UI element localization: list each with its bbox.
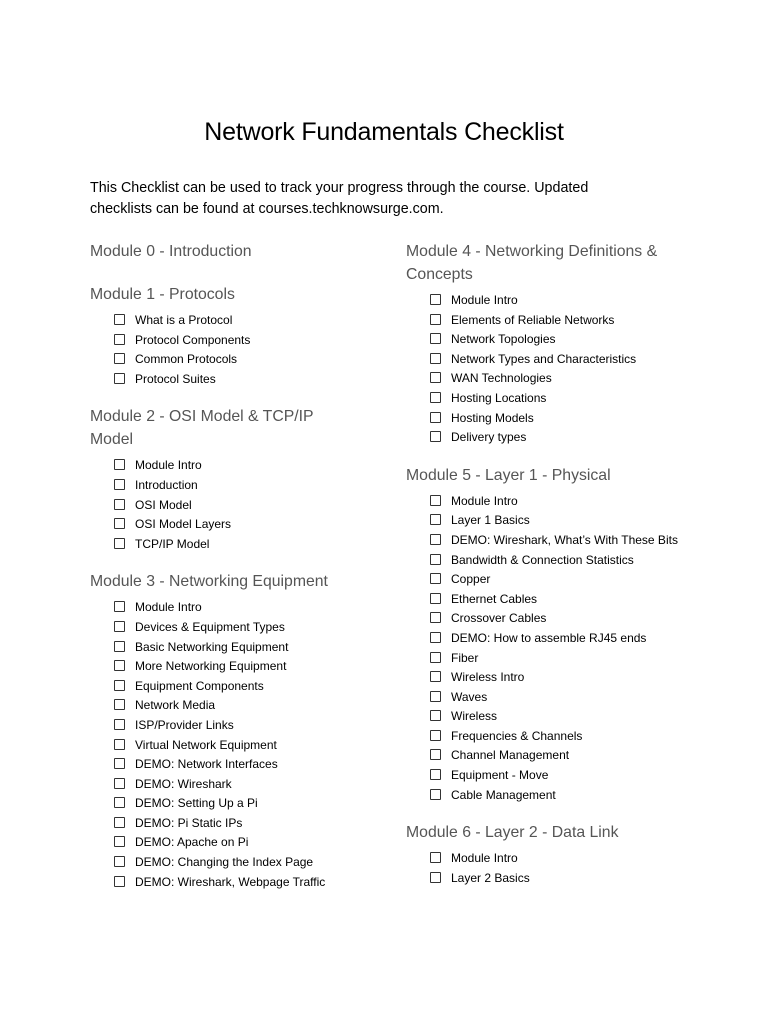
- checkbox-demo-how-to-assemble-rj45-ends[interactable]: [430, 632, 441, 643]
- checklist-item: [114, 756, 350, 776]
- checklist-item: [430, 669, 686, 689]
- checklist-item-label: Module Intro: [135, 600, 202, 615]
- module-section: [90, 405, 350, 555]
- checklist-item: [114, 312, 350, 332]
- checklist: [406, 493, 686, 807]
- right-column: [406, 240, 686, 904]
- checklist-item-label: Hosting Models: [451, 410, 534, 425]
- checklist-item: [114, 497, 350, 517]
- checkbox-equipment-move[interactable]: [430, 769, 441, 780]
- checkbox-protocol-suites[interactable]: [114, 373, 125, 384]
- checklist-item-label: Hosting Locations: [451, 390, 547, 405]
- checklist-item-label: Waves: [451, 689, 488, 704]
- checklist-item-label: Frequencies & Channels: [451, 728, 583, 743]
- checkbox-common-protocols[interactable]: [114, 353, 125, 364]
- checklist-item-label: Module Intro: [451, 493, 518, 508]
- module-section: [90, 570, 350, 893]
- checklist-item-label: WAN Technologies: [451, 371, 552, 386]
- checklist-item-label: TCP/IP Model: [135, 536, 210, 551]
- checklist-item-label: DEMO: Apache on Pi: [135, 835, 249, 850]
- checklist-item: [430, 390, 686, 410]
- checklist-item-label: ISP/Provider Links: [135, 717, 234, 732]
- checkbox-hosting-models[interactable]: [430, 412, 441, 423]
- module-section: [90, 240, 350, 263]
- checklist-item-label: Layer 2 Basics: [451, 870, 530, 885]
- checkbox-basic-networking-equipment[interactable]: [114, 641, 125, 652]
- checkbox-demo-changing-the-index-page[interactable]: [114, 856, 125, 867]
- checklist: [90, 599, 350, 893]
- checklist-item: [430, 370, 686, 390]
- checklist-item: [430, 630, 686, 650]
- checkbox-wan-technologies[interactable]: [430, 372, 441, 383]
- checklist-item-label: OSI Model Layers: [135, 517, 232, 532]
- checkbox-demo-pi-static-ips[interactable]: [114, 817, 125, 828]
- checklist-item-label: Devices & Equipment Types: [135, 619, 285, 634]
- checkbox-virtual-network-equipment[interactable]: [114, 739, 125, 750]
- checklist-item-label: DEMO: Network Interfaces: [135, 757, 278, 772]
- checklist-item-label: DEMO: Wireshark, Webpage Traffic: [135, 874, 326, 889]
- checklist-item-label: DEMO: How to assemble RJ45 ends: [451, 630, 647, 645]
- checklist-item-label: Equipment Components: [135, 678, 264, 693]
- checklist-item: [114, 795, 350, 815]
- checkbox-osi-model-layers[interactable]: [114, 518, 125, 529]
- checkbox-elements-of-reliable-networks[interactable]: [430, 314, 441, 325]
- checklist-item: [430, 708, 686, 728]
- checklist-item: [114, 737, 350, 757]
- checklist-item: [430, 429, 686, 449]
- checkbox-cable-management[interactable]: [430, 789, 441, 800]
- checklist-item-label: DEMO: Pi Static IPs: [135, 815, 243, 830]
- checklist-item: [114, 457, 350, 477]
- checkbox-demo-wireshark[interactable]: [114, 778, 125, 789]
- module-heading: Module 2 - OSI Model & TCP/IP Model: [90, 408, 314, 449]
- checklist-item: [114, 678, 350, 698]
- checklist-item: [430, 787, 686, 807]
- checklist-item: [114, 834, 350, 854]
- checklist-item-label: Elements of Reliable Networks: [451, 312, 615, 327]
- checkbox-layer-1-basics[interactable]: [430, 514, 441, 525]
- checklist-item: [114, 371, 350, 391]
- module-heading: Module 4 - Networking Definitions & Concepts: [406, 243, 658, 283]
- checklist-item: [430, 493, 686, 513]
- checklist-item-label: Network Topologies: [451, 332, 556, 347]
- module-section: [406, 821, 686, 889]
- checklist-item-label: Introduction: [135, 477, 198, 492]
- checklist-item: [430, 850, 686, 870]
- checklist-item-label: Network Types and Characteristics: [451, 351, 637, 366]
- checkbox-demo-wireshark-what-s-with-these-bits[interactable]: [430, 534, 441, 545]
- checkbox-what-is-a-protocol[interactable]: [114, 314, 125, 325]
- checklist-item-label: Virtual Network Equipment: [135, 737, 277, 752]
- checkbox-frequencies-channels[interactable]: [430, 730, 441, 741]
- checklist-item: [114, 351, 350, 371]
- checklist-item: [430, 410, 686, 430]
- checkbox-demo-apache-on-pi[interactable]: [114, 836, 125, 847]
- checkbox-demo-wireshark-webpage-traffic[interactable]: [114, 876, 125, 887]
- module-heading: Module 5 - Layer 1 - Physical: [406, 466, 611, 484]
- module-heading: Module 3 - Networking Equipment: [90, 573, 328, 591]
- checklist-item: [114, 776, 350, 796]
- checklist-item-label: Delivery types: [451, 430, 527, 445]
- checklist-item: [430, 552, 686, 572]
- checkbox-module-intro[interactable]: [114, 459, 125, 470]
- checklist-item: [430, 747, 686, 767]
- checklist-item: [430, 292, 686, 312]
- checklist-item: [114, 516, 350, 536]
- checklist-item-label: Cable Management: [451, 787, 556, 802]
- checkbox-demo-setting-up-a-pi[interactable]: [114, 797, 125, 808]
- checklist: [90, 312, 350, 390]
- checkbox-crossover-cables[interactable]: [430, 612, 441, 623]
- checklist-item-label: Crossover Cables: [451, 611, 547, 626]
- checkbox-delivery-types[interactable]: [430, 431, 441, 442]
- checkbox-equipment-components[interactable]: [114, 680, 125, 691]
- checklist-item: [430, 610, 686, 630]
- checklist-item: [114, 697, 350, 717]
- checkbox-ethernet-cables[interactable]: [430, 593, 441, 604]
- checklist-item: [114, 639, 350, 659]
- checkbox-waves[interactable]: [430, 691, 441, 702]
- page-title: Network Fundamentals Checklist: [204, 118, 564, 146]
- checklist-item: [114, 599, 350, 619]
- module-section: [406, 464, 686, 807]
- checklist-item-label: DEMO: Wireshark: [135, 776, 232, 791]
- checklist-item-label: Common Protocols: [135, 352, 238, 367]
- checklist-item: [430, 512, 686, 532]
- checkbox-tcp-ip-model[interactable]: [114, 538, 125, 549]
- checklist-item-label: Basic Networking Equipment: [135, 639, 289, 654]
- checklist-item: [430, 728, 686, 748]
- checkbox-module-intro[interactable]: [430, 294, 441, 305]
- checklist-item-label: Channel Management: [451, 748, 570, 763]
- checklist: [406, 292, 686, 449]
- checkbox-more-networking-equipment[interactable]: [114, 660, 125, 671]
- module-heading: Module 1 - Protocols: [90, 286, 235, 303]
- checklist: [406, 850, 686, 889]
- checklist-item: [430, 591, 686, 611]
- checklist-item: [430, 312, 686, 332]
- module-section: [90, 283, 350, 390]
- checklist-item-label: Fiber: [451, 650, 479, 665]
- checklist-item-label: Copper: [451, 572, 491, 587]
- checkbox-module-intro[interactable]: [430, 495, 441, 506]
- checklist-item-label: DEMO: Changing the Index Page: [135, 855, 314, 870]
- checklist: [90, 457, 350, 555]
- checklist-item-label: Ethernet Cables: [451, 591, 538, 606]
- intro-paragraph: This Checklist can be used to track your progress through the course. Updated checklists can be found at courses.techknowsurge.com.: [90, 180, 589, 217]
- checklist-item-label: DEMO: Setting Up a Pi: [135, 796, 258, 811]
- checkbox-copper[interactable]: [430, 573, 441, 584]
- checklist-item-label: Module Intro: [135, 458, 202, 473]
- checkbox-bandwidth-connection-statistics[interactable]: [430, 554, 441, 565]
- checklist-item-label: DEMO: Wireshark, What’s With These Bits: [451, 532, 678, 547]
- checklist-item-label: Protocol Suites: [135, 371, 216, 386]
- checklist-item: [430, 331, 686, 351]
- checklist-item: [430, 650, 686, 670]
- checklist-item-label: OSI Model: [135, 497, 192, 512]
- module-section: [406, 240, 686, 449]
- checkbox-osi-model[interactable]: [114, 499, 125, 510]
- checklist-item-label: Wireless: [451, 709, 498, 724]
- checkbox-network-topologies[interactable]: [430, 333, 441, 344]
- checkbox-network-types-and-characteristics[interactable]: [430, 353, 441, 364]
- checklist-item-label: Module Intro: [451, 293, 518, 307]
- checkbox-channel-management[interactable]: [430, 749, 441, 760]
- checklist-item: [114, 619, 350, 639]
- checklist-item: [430, 532, 686, 552]
- checklist-item-label: Equipment - Move: [451, 768, 549, 783]
- checklist-item: [114, 717, 350, 737]
- checkbox-module-intro[interactable]: [114, 601, 125, 612]
- checklist-item-label: Protocol Components: [135, 332, 251, 347]
- checklist-item: [114, 332, 350, 352]
- checklist-item: [430, 351, 686, 371]
- checklist-item-label: What is a Protocol: [135, 313, 233, 327]
- checklist-item: [430, 767, 686, 787]
- checkbox-fiber[interactable]: [430, 652, 441, 663]
- checkbox-wireless-intro[interactable]: [430, 671, 441, 682]
- checklist-item: [430, 870, 686, 890]
- checklist-item-label: Layer 1 Basics: [451, 513, 530, 528]
- left-column: [90, 240, 350, 908]
- checkbox-module-intro[interactable]: [430, 852, 441, 863]
- checklist-item: [114, 536, 350, 556]
- checklist-item-label: More Networking Equipment: [135, 659, 287, 674]
- checkbox-hosting-locations[interactable]: [430, 392, 441, 403]
- checklist-item: [114, 815, 350, 835]
- checklist-item-label: Wireless Intro: [451, 670, 525, 685]
- module-heading: Module 0 - Introduction: [90, 243, 252, 260]
- checkbox-introduction[interactable]: [114, 479, 125, 490]
- checklist-item-label: Network Media: [135, 698, 216, 713]
- checkbox-network-media[interactable]: [114, 699, 125, 710]
- checkbox-protocol-components[interactable]: [114, 334, 125, 345]
- checkbox-wireless[interactable]: [430, 710, 441, 721]
- checklist-item: [430, 689, 686, 709]
- checklist-item: [114, 658, 350, 678]
- checklist-item-label: Module Intro: [451, 851, 518, 866]
- checkbox-devices-equipment-types[interactable]: [114, 621, 125, 632]
- checkbox-layer-2-basics[interactable]: [430, 872, 441, 883]
- checklist-item: [114, 874, 350, 894]
- checklist-item: [114, 854, 350, 874]
- checklist-item-label: Bandwidth & Connection Statistics: [451, 552, 634, 567]
- checklist-item: [430, 571, 686, 591]
- checklist-item: [114, 477, 350, 497]
- module-heading: Module 6 - Layer 2 - Data Link: [406, 824, 619, 842]
- checkbox-isp-provider-links[interactable]: [114, 719, 125, 730]
- checkbox-demo-network-interfaces[interactable]: [114, 758, 125, 769]
